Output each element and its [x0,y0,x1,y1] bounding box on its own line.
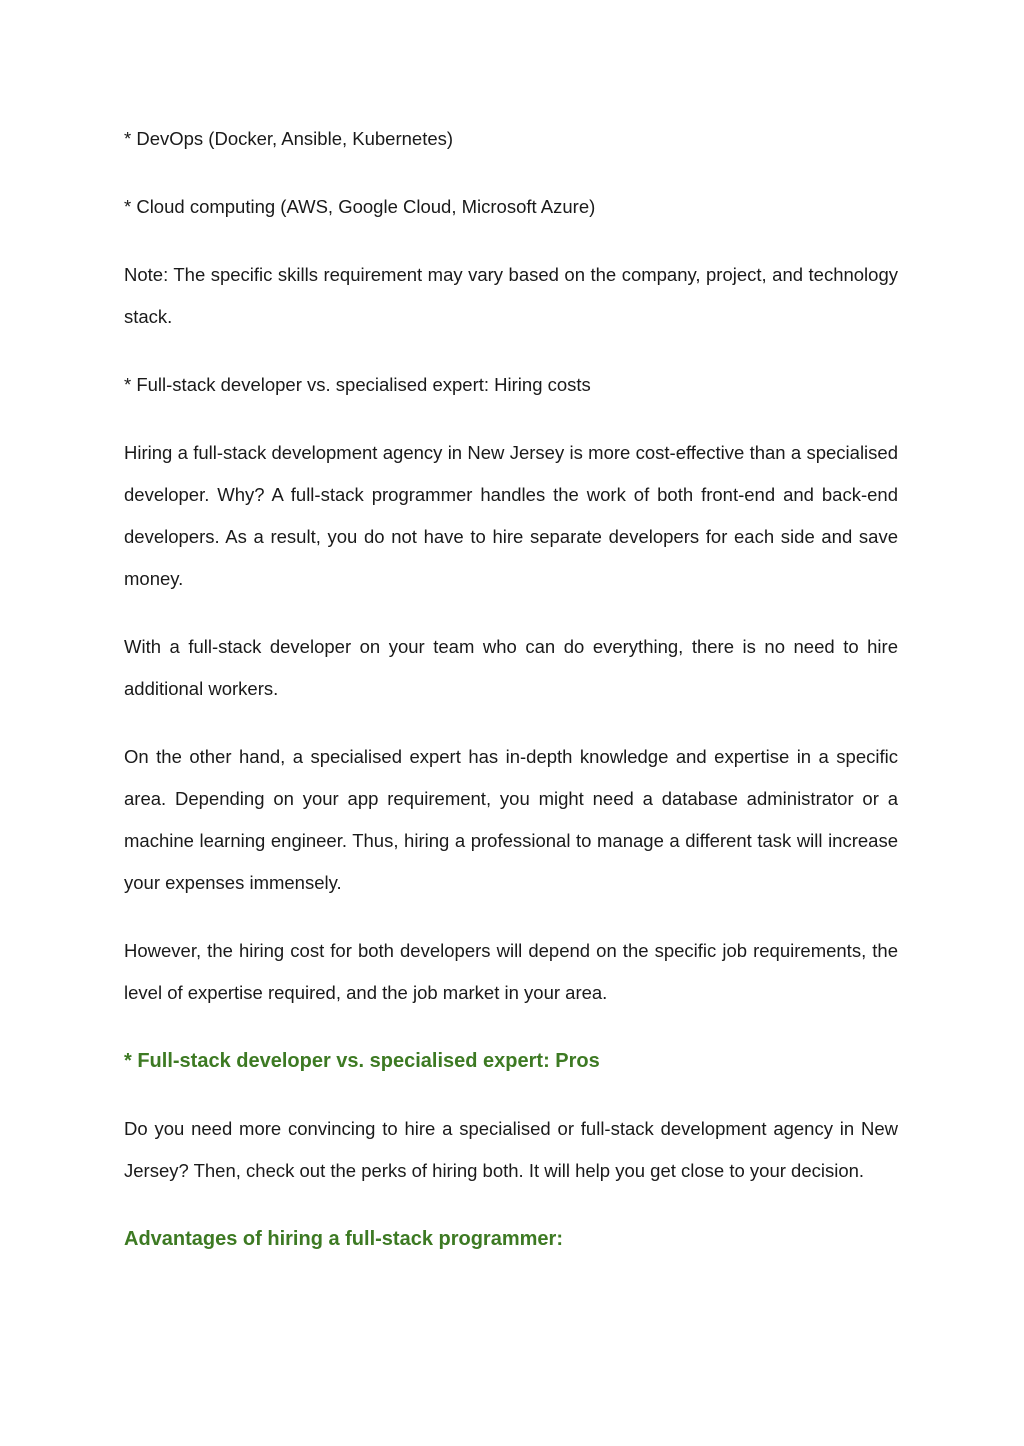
paragraph-specialised-expert: On the other hand, a specialised expert has in-depth knowledge and expertise in a specific area. Depending on your app requirement, you might need a database administrator or a machine learning engineer. Thus, hiring a professional to manage a different task will increase your expenses immensely. [124,746,898,893]
paragraph-cost-effective: Hiring a full-stack development agency in New Jersey is more cost-effective than a specialised developer. Why? A full-stack programmer handles the work of both front-end and back-end developers. As a result, you do not have to hire separate developers for each side and save money. [124,442,898,589]
note-paragraph: Note: The specific skills requirement may vary based on the company, project, and technology stack. [124,264,898,327]
paragraph-more-convincing: Do you need more convincing to hire a specialised or full-stack development agency in New Jersey? Then, check out the perks of hiring both. It will help you get close to your decision. [124,1118,898,1181]
bullet-devops: * DevOps (Docker, Ansible, Kubernetes) [124,128,454,149]
document-page [124,118,898,1286]
bullet-hiring-costs: * Full-stack developer vs. specialised expert: Hiring costs [124,374,591,395]
paragraph-hiring-cost-depends: However, the hiring cost for both developers will depend on the specific job requirements, the level of expertise required, and the job market in your area. [124,940,898,1003]
bullet-cloud-computing: * Cloud computing (AWS, Google Cloud, Microsoft Azure) [124,196,596,217]
heading-advantages-full-stack: Advantages of hiring a full-stack programmer: [124,1228,563,1250]
heading-pros: * Full-stack developer vs. specialised expert: Pros [124,1050,600,1072]
paragraph-no-additional-workers: With a full-stack developer on your team who can do everything, there is no need to hire additional workers. [124,636,898,699]
